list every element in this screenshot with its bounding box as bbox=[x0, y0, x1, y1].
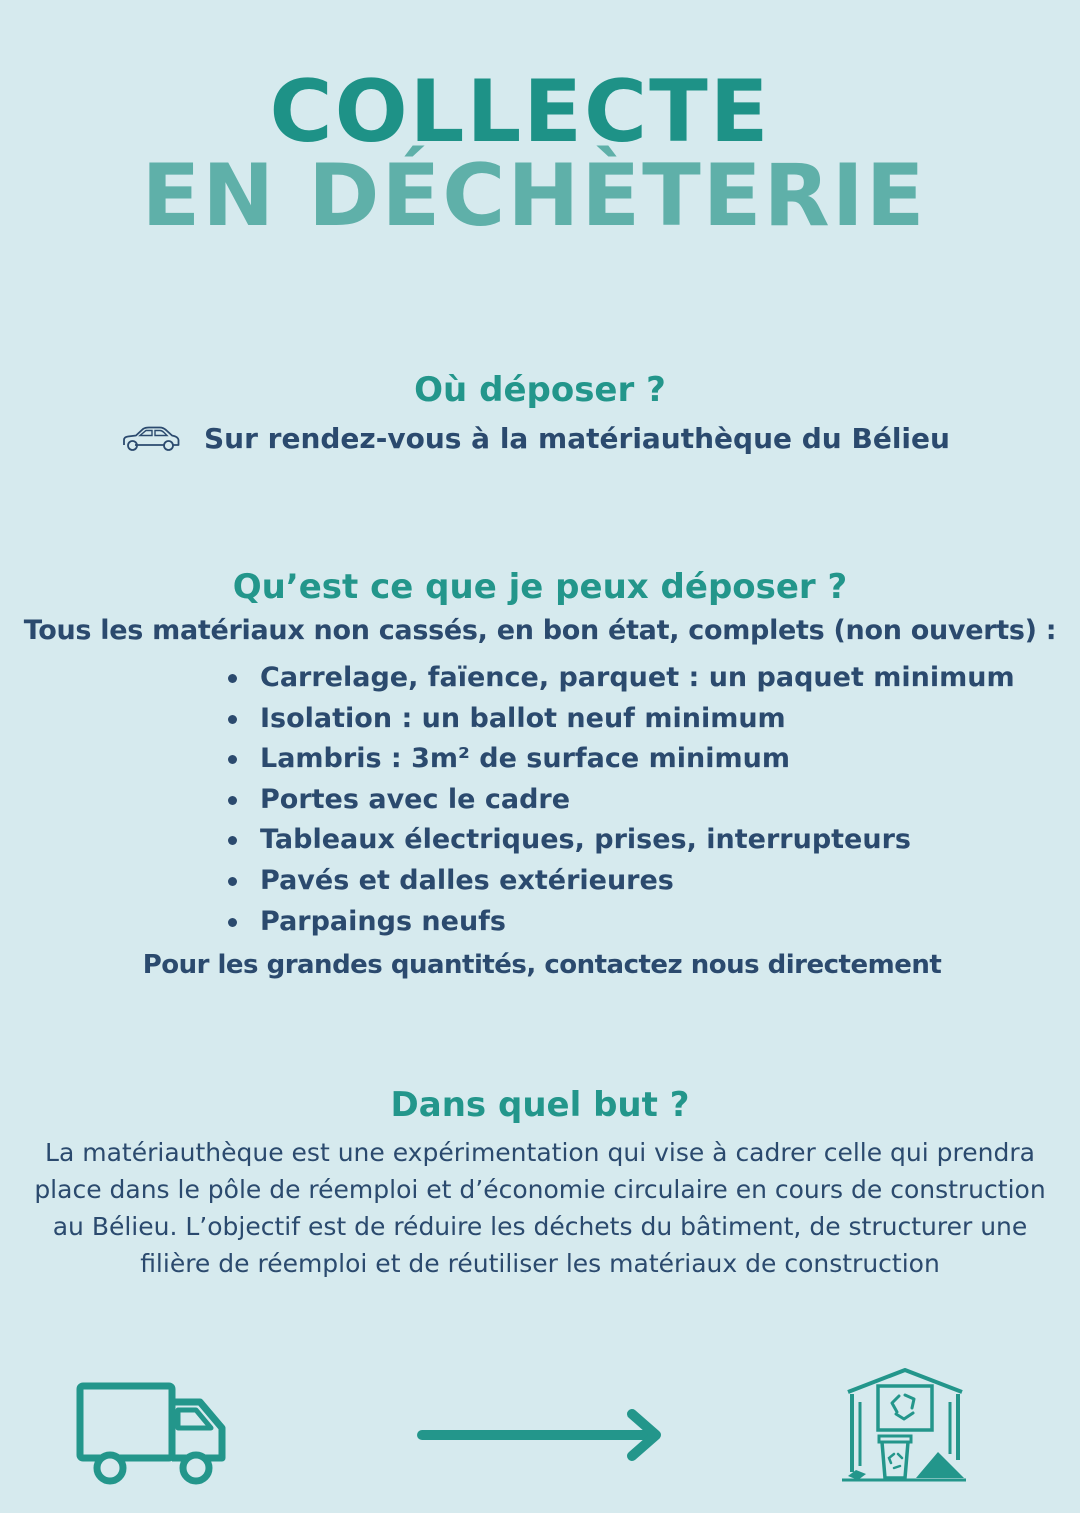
why-heading: Dans quel but ? bbox=[390, 1085, 690, 1125]
arrow-right-icon bbox=[414, 1408, 666, 1462]
why-line: place dans le pôle de réemploi et d’économie circulaire en cours de construction bbox=[34, 1175, 1046, 1204]
truck-icon bbox=[76, 1382, 228, 1486]
materials-list bbox=[224, 658, 1015, 942]
list-item: Tableaux électriques, prises, interrupteurs bbox=[224, 820, 1015, 861]
list-item: Pavés et dalles extérieures bbox=[224, 861, 1015, 902]
why-line: filière de réemploi et de réutiliser les matériaux de construction bbox=[140, 1249, 940, 1278]
list-item: Portes avec le cadre bbox=[224, 780, 1015, 821]
where-heading: Où déposer ? bbox=[414, 370, 666, 410]
large-quantities-note: Pour les grandes quantités, contactez nous directement bbox=[142, 950, 942, 980]
list-item: Parpaings neufs bbox=[224, 902, 1015, 943]
why-paragraph bbox=[20, 1134, 1060, 1282]
why-line: au Bélieu. L’objectif est de réduire les déchets du bâtiment, de structurer une bbox=[52, 1212, 1028, 1241]
car-icon bbox=[120, 423, 182, 455]
title-line-2: EN DÉCHÈTERIE bbox=[141, 146, 927, 246]
where-line bbox=[120, 422, 980, 455]
why-line: La matériauthèque est une expérimentation qui vise à cadrer celle qui prendra bbox=[45, 1138, 1035, 1167]
what-heading: Qu’est ce que je peux déposer ? bbox=[232, 567, 848, 607]
list-item: Isolation : un ballot neuf minimum bbox=[224, 699, 1015, 740]
list-item: Carrelage, faïence, parquet : un paquet minimum bbox=[224, 658, 1015, 699]
where-text: Sur rendez-vous à la matériauthèque du Bélieu bbox=[204, 422, 950, 455]
title-line-1: COLLECTE bbox=[269, 62, 771, 162]
list-item: Lambris : 3m² de surface minimum bbox=[224, 739, 1015, 780]
recycling-center-icon bbox=[842, 1366, 968, 1484]
what-intro: Tous les matériaux non cassés, en bon état, complets (non ouverts) : bbox=[23, 615, 1057, 646]
